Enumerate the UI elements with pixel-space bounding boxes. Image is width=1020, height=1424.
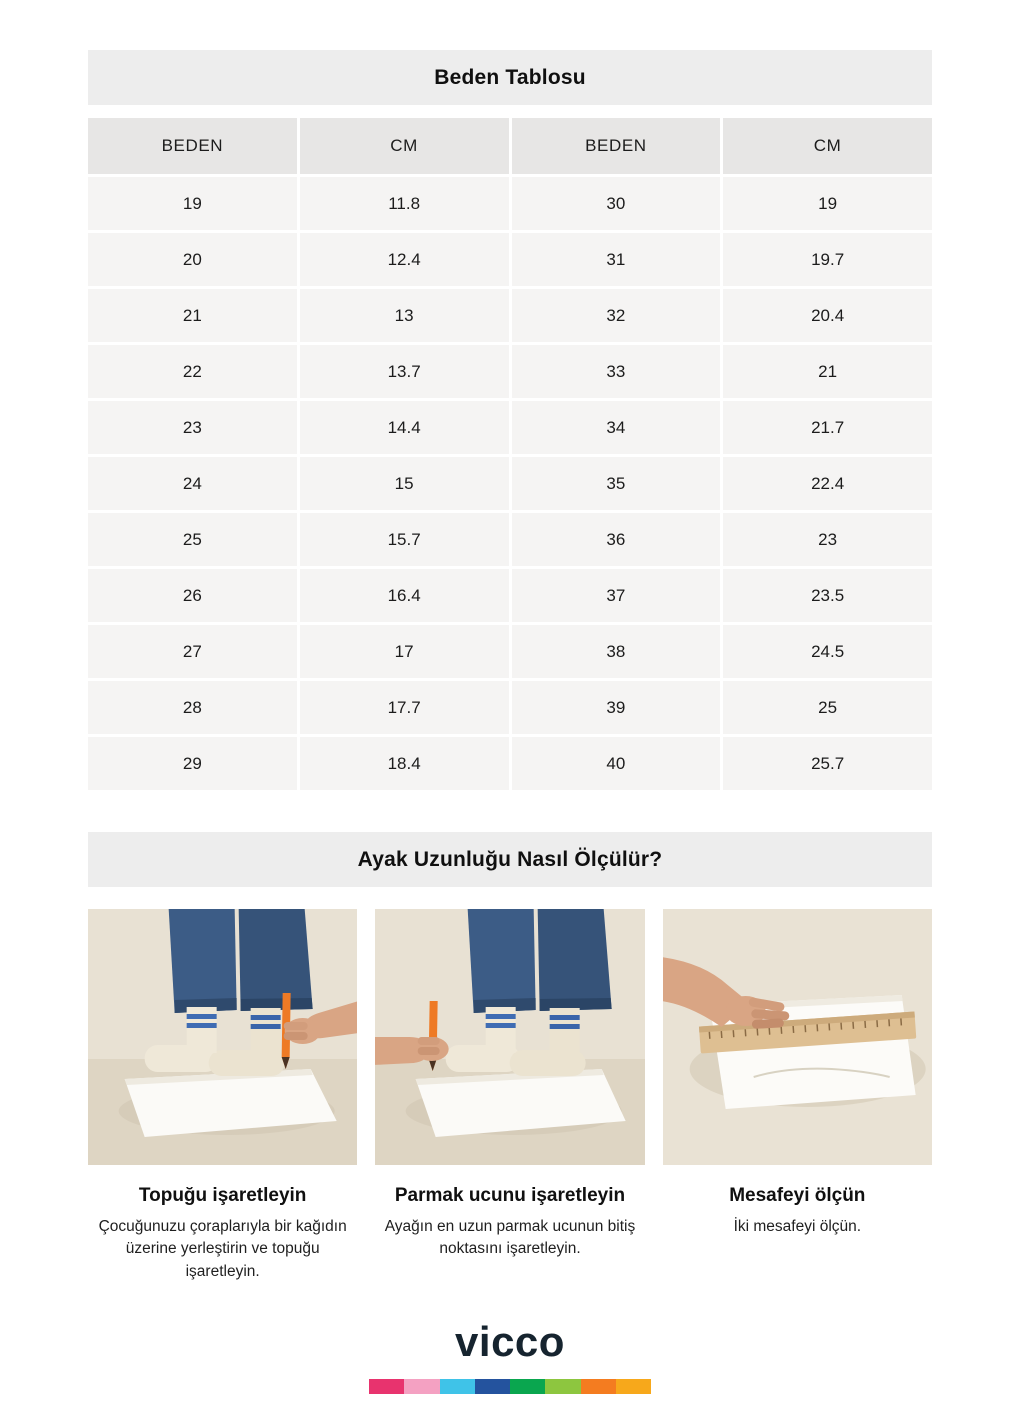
- table-cell: 19.7: [723, 233, 932, 286]
- step-heading: Mesafeyi ölçün: [729, 1185, 866, 1206]
- table-cell: 21: [88, 289, 297, 342]
- mark-heel-photo: [88, 909, 357, 1165]
- column-header: CM: [300, 118, 509, 174]
- stripe-color-segment: [440, 1379, 475, 1394]
- brand-logo: vicco: [455, 1318, 565, 1366]
- table-row: [88, 681, 932, 734]
- table-cell: 27: [88, 625, 297, 678]
- table-cell: 35: [512, 457, 721, 510]
- jeans-legs: [169, 909, 313, 1013]
- mark-toe-illustration: [375, 909, 644, 1165]
- table-cell: 15.7: [300, 513, 509, 566]
- step-card-mark-toe: [375, 909, 644, 1283]
- table-cell: 25.7: [723, 737, 932, 790]
- column-header: CM: [723, 118, 932, 174]
- table-cell: 30: [512, 177, 721, 230]
- column-header: BEDEN: [88, 118, 297, 174]
- table-row: [88, 289, 932, 342]
- step-description: Çocuğunuzu çoraplarıyla bir kağıdın üzerine yerleştirin ve topuğu işaretleyin.: [98, 1218, 347, 1280]
- table-cell: 19: [723, 177, 932, 230]
- table-cell: 37: [512, 569, 721, 622]
- step-description: Ayağın en uzun parmak ucunun bitiş noktasını işaretleyin.: [384, 1218, 636, 1258]
- table-cell: 16.4: [300, 569, 509, 622]
- table-cell: 18.4: [300, 737, 509, 790]
- table-cell: 40: [512, 737, 721, 790]
- table-row: [88, 737, 932, 790]
- table-cell: 26: [88, 569, 297, 622]
- table-row: [88, 401, 932, 454]
- size-table-title: Beden Tablosu: [434, 65, 586, 89]
- table-cell: 23: [723, 513, 932, 566]
- table-cell: 25: [723, 681, 932, 734]
- table-cell: 38: [512, 625, 721, 678]
- table-cell: 17.7: [300, 681, 509, 734]
- measure-distance-photo: [663, 909, 932, 1165]
- step-heading: Topuğu işaretleyin: [138, 1185, 307, 1206]
- brand-stripe: [369, 1379, 651, 1394]
- step-description: İki mesafeyi ölçün.: [733, 1218, 862, 1235]
- table-cell: 22: [88, 345, 297, 398]
- table-cell: 24.5: [723, 625, 932, 678]
- stripe-color-segment: [616, 1379, 651, 1394]
- table-cell: 15: [300, 457, 509, 510]
- stripe-color-segment: [510, 1379, 545, 1394]
- stripe-color-segment: [475, 1379, 510, 1394]
- table-cell: 11.8: [300, 177, 509, 230]
- table-row: [88, 513, 932, 566]
- stripe-color-segment: [545, 1379, 580, 1394]
- table-cell: 29: [88, 737, 297, 790]
- step-card-mark-heel: [88, 909, 357, 1283]
- table-header-row: [88, 118, 932, 174]
- table-cell: 31: [512, 233, 721, 286]
- table-row: [88, 569, 932, 622]
- table-cell: 13: [300, 289, 509, 342]
- measure-steps: [88, 909, 932, 1283]
- table-cell: 24: [88, 457, 297, 510]
- table-cell: 21.7: [723, 401, 932, 454]
- table-cell: 19: [88, 177, 297, 230]
- table-cell: 36: [512, 513, 721, 566]
- table-cell: 25: [88, 513, 297, 566]
- table-row: [88, 345, 932, 398]
- jeans-legs: [468, 909, 612, 1013]
- table-cell: 21: [723, 345, 932, 398]
- table-cell: 23: [88, 401, 297, 454]
- measure-distance-illustration: [663, 909, 932, 1165]
- table-cell: 20.4: [723, 289, 932, 342]
- table-cell: 17: [300, 625, 509, 678]
- size-table-header-bar: [88, 50, 932, 105]
- table-cell: 39: [512, 681, 721, 734]
- stripe-color-segment: [581, 1379, 616, 1394]
- table-cell: 34: [512, 401, 721, 454]
- mark-toe-photo: [375, 909, 644, 1165]
- column-header: BEDEN: [512, 118, 721, 174]
- mark-heel-illustration: [88, 909, 357, 1165]
- table-cell: 23.5: [723, 569, 932, 622]
- table-cell: 14.4: [300, 401, 509, 454]
- measure-guide-title: Ayak Uzunluğu Nasıl Ölçülür?: [357, 847, 663, 871]
- table-row: [88, 457, 932, 510]
- table-row: [88, 177, 932, 230]
- table-row: [88, 233, 932, 286]
- table-row: [88, 625, 932, 678]
- table-cell: 32: [512, 289, 721, 342]
- table-cell: 13.7: [300, 345, 509, 398]
- table-cell: 28: [88, 681, 297, 734]
- brand-footer: [88, 1318, 932, 1394]
- stripe-color-segment: [404, 1379, 439, 1394]
- size-table: [88, 118, 932, 790]
- table-cell: 33: [512, 345, 721, 398]
- stripe-color-segment: [369, 1379, 404, 1394]
- step-heading: Parmak ucunu işaretleyin: [394, 1185, 626, 1206]
- step-card-measure-distance: [663, 909, 932, 1283]
- table-cell: 22.4: [723, 457, 932, 510]
- measure-guide-header-bar: [88, 832, 932, 887]
- table-cell: 20: [88, 233, 297, 286]
- table-cell: 12.4: [300, 233, 509, 286]
